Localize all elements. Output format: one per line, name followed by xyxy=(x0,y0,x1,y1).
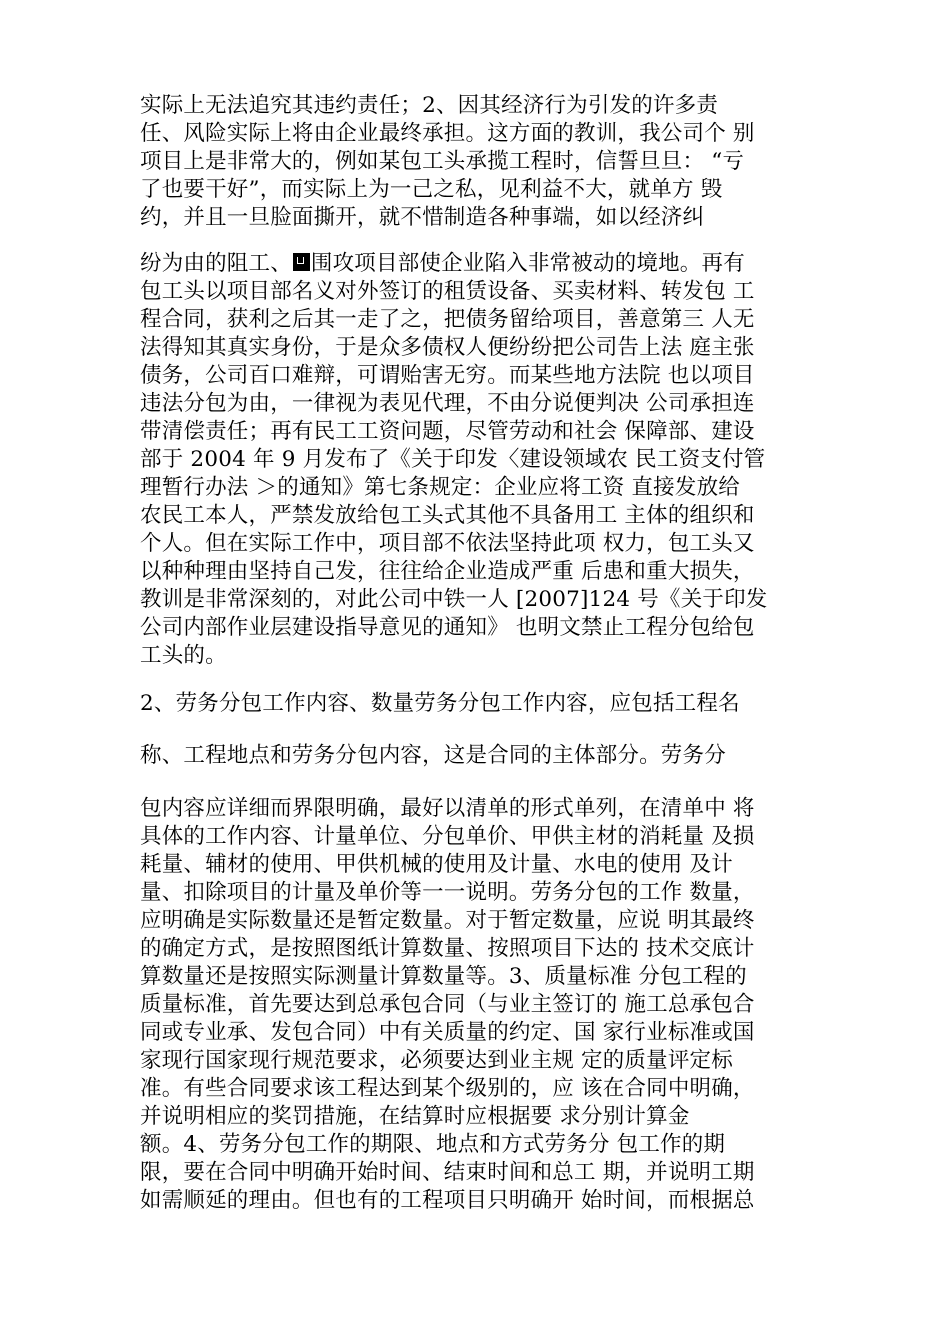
text-line: 理暂行办法 ＞的通知》第七条规定：企业应将工资 直接发放给 xyxy=(140,475,740,500)
text-line: 并说明相应的奖罚措施，在结算时应根据要 求分别计算金 xyxy=(140,1104,690,1129)
text-line: 称、工程地点和劳务分包内容，这是合同的主体部分。劳务分 xyxy=(140,743,726,768)
text-line: 实际上无法追究其违约责任；2、因其经济行为引发的许多责 xyxy=(140,93,719,118)
text-line: 质量标准，首先要达到总承包合同（与业主签订的 施工总承包合 xyxy=(140,992,755,1017)
text-line: 了也要干好”，而实际上为一己之私，见利益不大，就单方 毁 xyxy=(140,177,723,202)
text-line: 算数量还是按照实际测量计算数量等。3、质量标准 分包工程的 xyxy=(140,964,747,989)
text-line: 包工头以项目部名义对外签订的租赁设备、买卖材料、转发包 工 xyxy=(140,279,755,304)
text-line: 应明确是实际数量还是暂定数量。对于暂定数量，应说 明其最终 xyxy=(140,908,755,933)
text-line: 教训是非常深刻的，对此公司中铁一人 [2007]124 号《关于印发 xyxy=(140,587,768,612)
text-line: 耗量、辅材的使用、甲供机械的使用及计量、水电的使用 及计 xyxy=(140,852,733,877)
text-line: 任、风险实际上将由企业最终承担。这方面的教训，我公司个 别 xyxy=(140,121,755,146)
text-segment: 围攻项目部使企业陷入非常被动的境地。再有 xyxy=(310,251,745,276)
text-line: 部于 2004 年 9 月发布了《关于印发〈建设领域农 民工资支付管 xyxy=(140,447,766,472)
text-line: 量、扣除项目的计量及单价等一一说明。劳务分包的工作 数量， xyxy=(140,880,755,905)
text-line: 包内容应详细而界限明确，最好以清单的形式单列，在清单中 将 xyxy=(140,796,755,821)
text-line: 以种种理由坚持自己发，往往给企业造成严重 后患和重大损失， xyxy=(140,559,755,584)
text-line: 2、劳务分包工作内容、数量劳务分包工作内容，应包括工程名 xyxy=(140,691,740,716)
text-line: 带清偿责任；再有民工工资问题，尽管劳动和社会 保障部、建设 xyxy=(140,419,755,444)
text-line: 约，并且一旦脸面撕开，就不惜制造各种事端，如以经济纠 xyxy=(140,205,705,230)
placeholder-box-icon xyxy=(293,253,310,271)
text-line: 公司内部作业层建设指导意见的通知》 也明文禁止工程分包给包 xyxy=(140,615,755,640)
text-line: 家现行国家现行规范要求，必须要达到业主规 定的质量评定标 xyxy=(140,1048,733,1073)
text-line: 个人。但在实际工作中，项目部不依法坚持此项 权力，包工头又 xyxy=(140,531,755,556)
text-segment: 纷为由的阻工、 xyxy=(140,251,292,276)
text-line: 准。有些合同要求该工程达到某个级别的，应 该在合同中明确， xyxy=(140,1076,755,1101)
text-line: 农民工本人，严禁发放给包工头式其他不具备用工 主体的组织和 xyxy=(140,503,755,528)
text-line: 工头的。 xyxy=(140,643,227,668)
text-line: 债务，公司百口难辩，可谓贻害无穷。而某些地方法院 也以项目 xyxy=(140,363,755,388)
text-line: 限，要在合同中明确开始时间、结束时间和总工 期，并说明工期 xyxy=(140,1160,755,1185)
text-line: 具体的工作内容、计量单位、分包单价、甲供主材的消耗量 及损 xyxy=(140,824,755,849)
text-line: 同或专业承、发包合同）中有关质量的约定、国 家行业标准或国 xyxy=(140,1020,755,1045)
text-line: 额。4、劳务分包工作的期限、地点和方式劳务分 包工作的期 xyxy=(140,1132,726,1157)
text-line: 违法分包为由，一律视为表见代理，不由分说便判决 公司承担连 xyxy=(140,391,755,416)
text-line: 项目上是非常大的，例如某包工头承揽工程时，信誓旦旦： “亏 xyxy=(140,149,745,174)
text-line-with-glyph xyxy=(140,250,820,278)
text-line: 程合同，获利之后其一走了之，把债务留给项目，善意第三 人无 xyxy=(140,307,755,332)
text-line: 的确定方式，是按照图纸计算数量、按照项目下达的 技术交底计 xyxy=(140,936,755,961)
text-line: 法得知其真实身份，于是众多债权人便纷纷把公司告上法 庭主张 xyxy=(140,335,755,360)
text-line: 如需顺延的理由。但也有的工程项目只明确开 始时间，而根据总 xyxy=(140,1188,755,1213)
